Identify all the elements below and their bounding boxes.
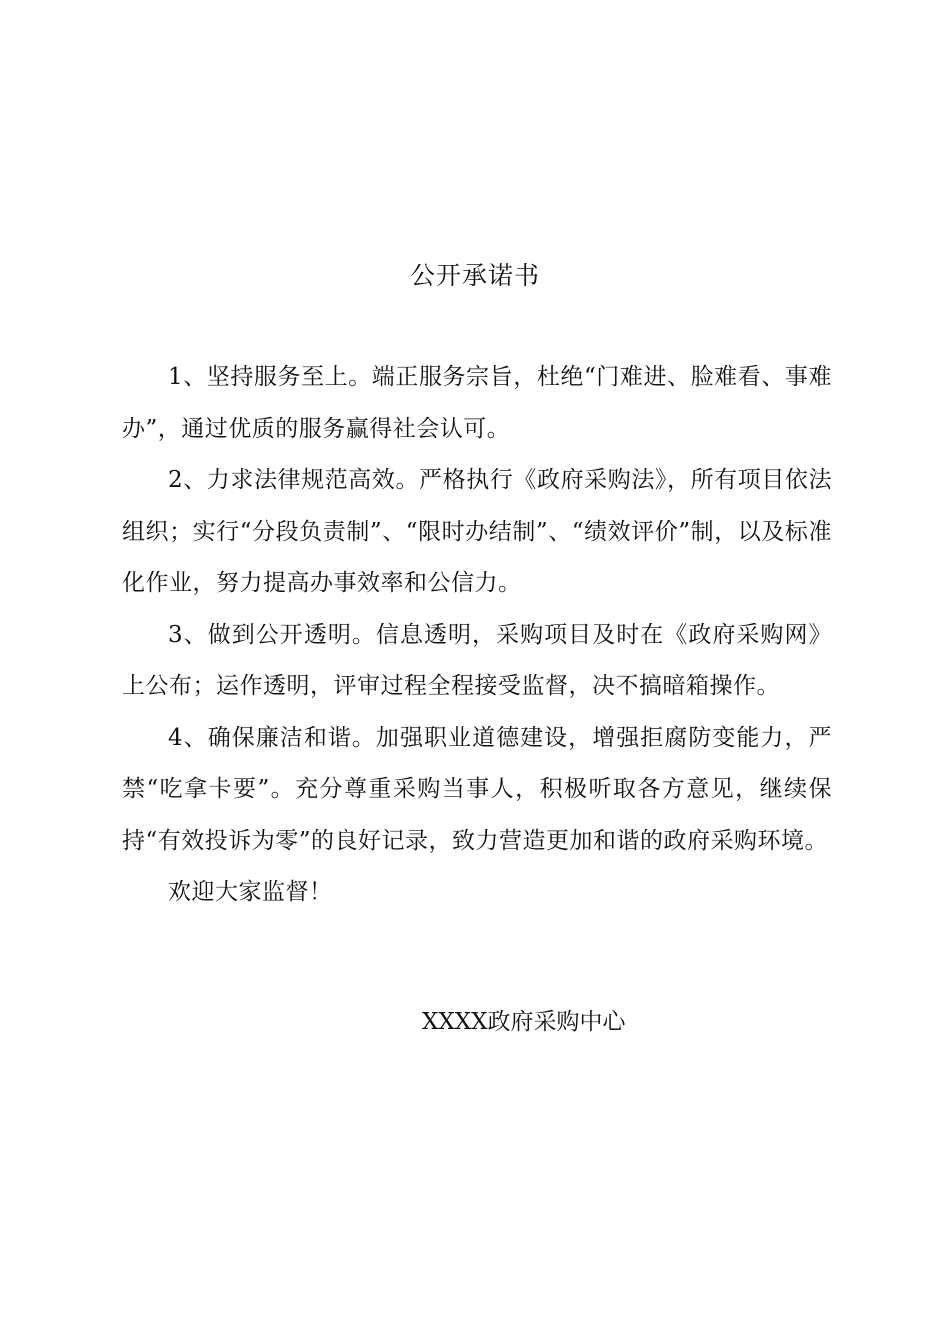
document-title: 公开承诺书: [409, 261, 540, 290]
commitment-paragraph-1: 1、坚持服务至上。端正服务宗旨，杜绝“门难进、脸难看、事难办”，通过优质的服务赢得社会认可。: [122, 364, 832, 442]
commitment-paragraph-3: 3、做到公开透明。信息透明，采购项目及时在《政府采购网》上公布；运作透明，评审过程全程接受监督，决不搞暗箱操作。: [122, 621, 832, 699]
commitment-paragraph-2: 2、力求法律规范高效。严格执行《政府采购法》，所有项目依法组织；实行“分段负责制”、“限时办结制”、“绩效评价”制，以及标准化作业，努力提高办事效率和公信力。: [122, 467, 832, 596]
signature-organization: XXXX政府采购中心: [422, 1009, 626, 1035]
document-body: [122, 352, 832, 919]
closing-line: 欢迎大家监督！: [168, 879, 333, 905]
commitment-paragraph-4: 4、确保廉洁和谐。加强职业道德建设，增强拒腐防变能力，严禁“吃拿卡要”。充分尊重采购当事人，积极听取各方意见，继续保持“有效投诉为零”的良好记录，致力营造更加和谐的政府采购环境。: [122, 724, 832, 854]
